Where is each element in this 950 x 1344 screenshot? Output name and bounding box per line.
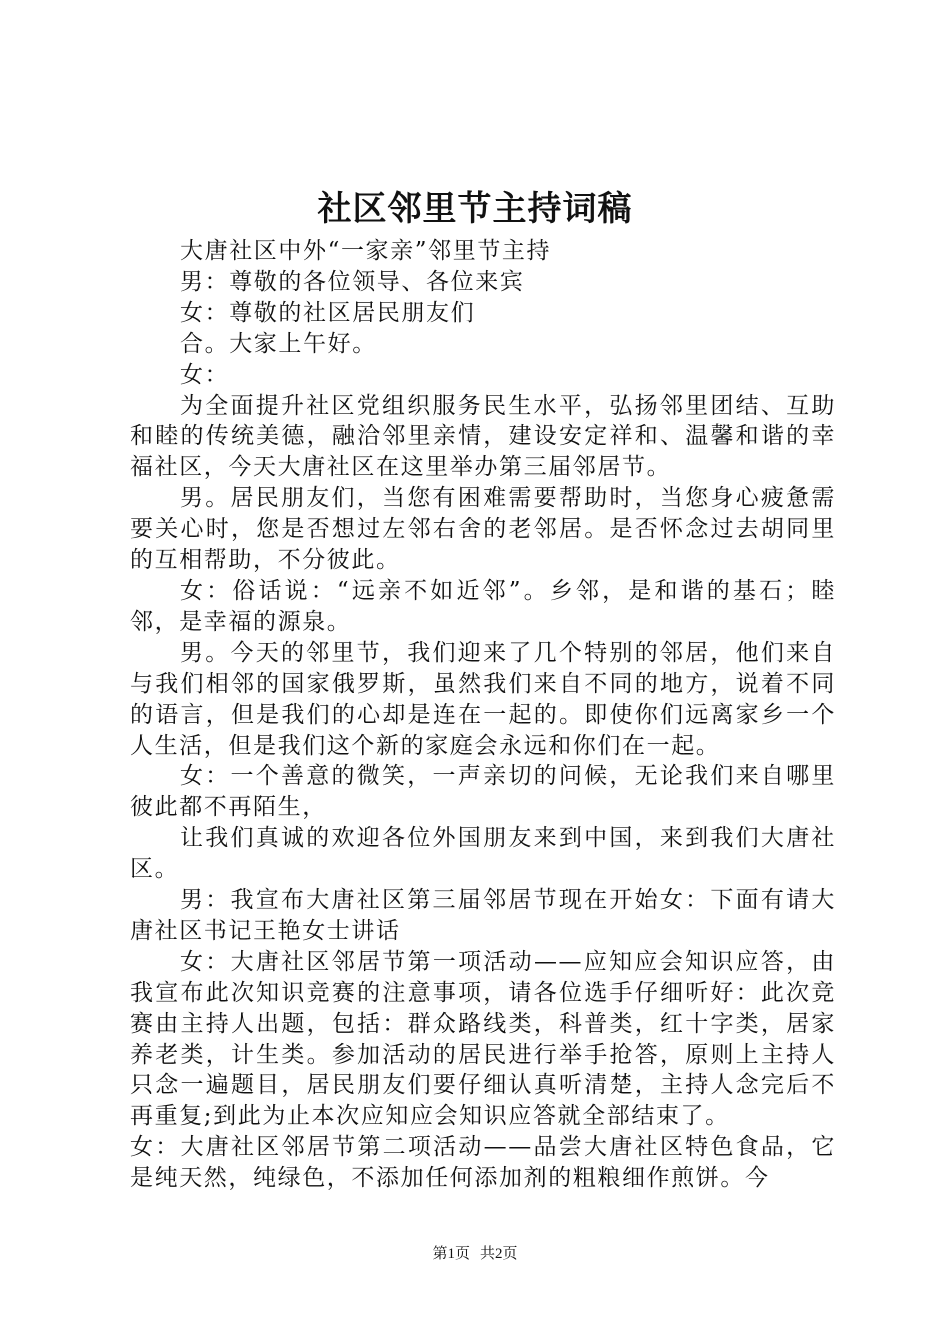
paragraph: 大唐社区中外“一家亲”邻里节主持: [180, 238, 552, 264]
paragraph: 女：大唐社区邻居节第一项活动——应知应会知识应答，由我宣布此次知识竞赛的注意事项，请各位选手仔细听好：此次竞赛由主持人出题，包括：群众路线类，科普类，红十字类，居家养老类，计生类。参加活动的居民进行举手抢答，原则上主持人只念一遍题目，居民朋友们要仔细认真听清楚，主持人念完后不再重复;到此为止本次应知应会知识应答就全部结束了。: [130, 948, 836, 1130]
page-number: 第1页: [432, 1246, 470, 1262]
paragraph: 男：我宣布大唐社区第三届邻居节现在开始女：下面有请大唐社区书记王艳女士讲话: [130, 887, 836, 944]
page-total: 共2页: [480, 1246, 518, 1262]
paragraph: 男。居民朋友们，当您有困难需要帮助时，当您身心疲惫需要关心时，您是否想过左邻右舍的老邻居。是否怀念过去胡同里的互相帮助，不分彼此。: [130, 485, 836, 574]
paragraph: 女：俗话说：“远亲不如近邻”。乡邻，是和谐的基石；睦邻，是幸福的源泉。: [130, 577, 836, 635]
paragraph: 女：一个善意的微笑，一声亲切的问候，无论我们来自哪里彼此都不再陌生，: [130, 763, 836, 821]
paragraph: 男。今天的邻里节，我们迎来了几个特别的邻居，他们来自与我们相邻的国家俄罗斯，虽然我们来自不同的地方，说着不同的语言，但是我们的心却是连在一起的。即使你们远离家乡一个人生活，但是我们这个新的家庭会永远和你们在一起。: [130, 639, 836, 759]
paragraph: 女：: [180, 361, 230, 388]
paragraph: 为全面提升社区党组织服务民生水平，弘扬邻里团结、互助和睦的传统美德，融洽邻里亲情，建设安定祥和、温馨和谐的幸福社区，今天大唐社区在这里举办第三届邻居节。: [130, 392, 836, 481]
page-footer: [0, 1244, 950, 1264]
paragraph: 女：尊敬的社区居民朋友们: [180, 299, 476, 326]
document-body: [130, 236, 836, 1194]
paragraph: 让我们真诚的欢迎各位外国朋友来到中国，来到我们大唐社区。: [130, 825, 836, 883]
paragraph: 合。大家上午好。: [180, 330, 377, 357]
paragraph: 女：大唐社区邻居节第二项活动——品尝大唐社区特色食品，它是纯天然，纯绿色，不添加任何添加剂的粗粮细作煎饼。今: [130, 1134, 836, 1192]
paragraph: 男：尊敬的各位领导、各位来宾: [180, 268, 525, 295]
document-title: 社区邻里节主持词稿: [317, 189, 633, 229]
